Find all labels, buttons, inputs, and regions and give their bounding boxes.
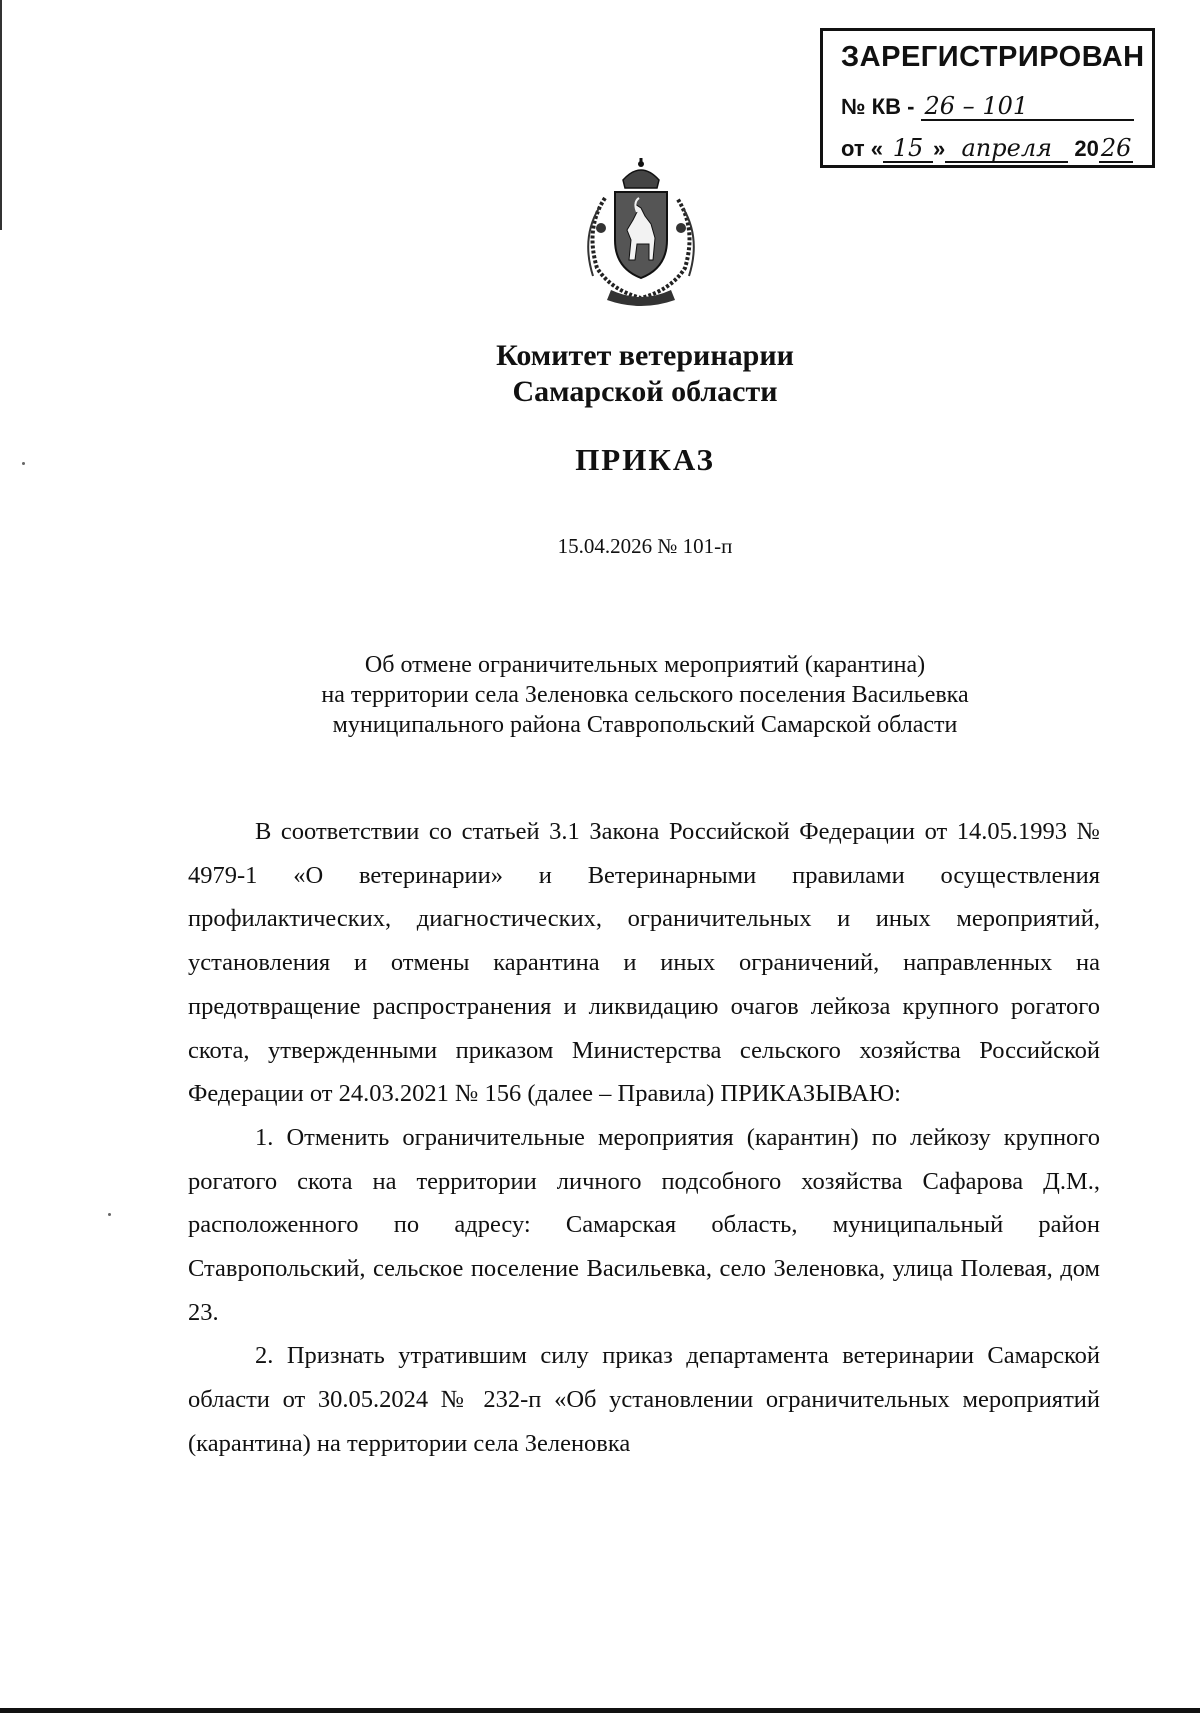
document-date-number: 15.04.2026 № 101-п [557,534,733,558]
body-paragraph-preamble: В соответствии со статьей 3.1 Закона Российской Федерации от 14.05.1993 № 4979-1 «О ветеринарии» и Ветеринарными правилами осуществления профилактических, диагностических, ограничительных и иных мероприятий, установления и отмены карантина и иных ограничений, направленных на предотвращение распространения и ликвидацию очагов лейкоза крупного рогатого скота, утвержденными приказом Министерства сельского хозяйства Российской Федерации от 24.03.2021 № 156 (далее – Правила) ПРИКАЗЫВАЮ: [188,818,1100,1108]
organization-name [0,338,1200,410]
stamp-month-handwritten: апреля [945,135,1068,163]
samara-coat-of-arms-icon [575,158,707,308]
document-body [188,810,1100,1466]
scan-speck [22,462,25,465]
stamp-day-handwritten: 15 [883,135,933,163]
subject-line-1: Об отмене ограничительных мероприятий (карантина) [364,652,926,678]
org-line-2: Самарской области [512,375,778,408]
stamp-title: ЗАРЕГИСТРИРОВАН [841,41,1145,73]
stamp-date-row [841,135,1133,163]
registration-stamp [820,28,1155,168]
stamp-number-prefix: № КВ - [841,94,915,119]
stamp-number-row [841,93,1134,121]
org-line-1: Комитет ветеринарии [496,339,794,372]
stamp-number-handwritten: 26 – 101 [921,93,1134,121]
subject-line-2: на территории села Зеленовка сельского поселения Васильевка [321,682,969,708]
document-subject [0,650,1200,740]
stamp-date-mid: » [933,136,946,161]
stamp-date-prefix: от « [841,136,884,161]
scan-speck [108,1213,111,1216]
stamp-year-prefix: 20 [1074,136,1099,161]
scan-edge [0,1708,1200,1713]
body-paragraph-item-2: 2. Признать утратившим силу приказ департамента ветеринарии Самарской области от 30.05.2024 № 232-п «Об установлении ограничительных мероприятий (карантина) на территории села Зеленовка [188,1342,1100,1457]
body-paragraph-item-1: 1. Отменить ограничительные мероприятия (карантин) по лейкозу крупного рогатого скота на территории личного подсобного хозяйства Сафарова Д.М., расположенного по адресу: Самарская область, муниципальный район Ставропольский, сельское поселение Васильевка, село Зеленовка, улица Полевая, дом 23. [188,1123,1100,1326]
subject-line-3: муниципального района Ставропольский Самарской области [332,712,958,738]
document-type: ПРИКАЗ [575,442,715,477]
scan-edge [0,0,2,230]
stamp-year-handwritten: 26 [1100,134,1132,162]
